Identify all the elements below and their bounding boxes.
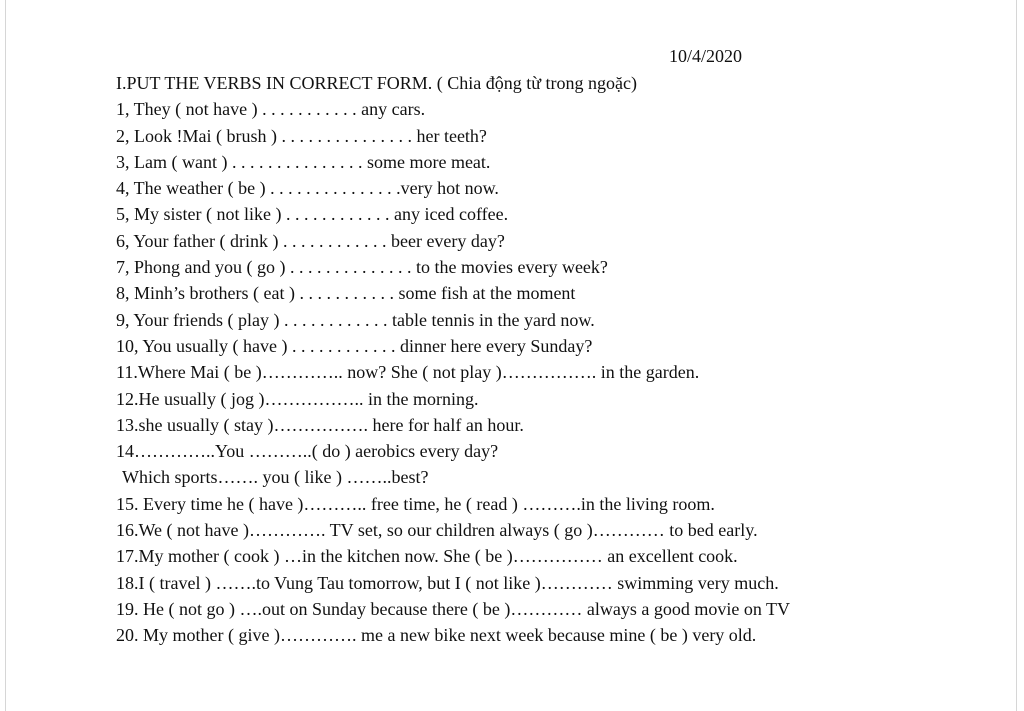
- document-page: [5, 0, 1017, 711]
- exercise-line: 5, My sister ( not like ) . . . . . . . . . . . . any iced coffee.: [116, 204, 509, 225]
- exercise-content: [116, 70, 976, 649]
- exercise-line: 10, You usually ( have ) . . . . . . . . . . . . dinner here every Sunday?: [116, 335, 593, 356]
- exercise-line: 9, Your friends ( play ) . . . . . . . . . . . . table tennis in the yard now.: [116, 309, 595, 330]
- exercise-line: 16.We ( not have )…………. TV set, so our children always ( go )………… to bed early.: [116, 520, 758, 541]
- exercise-line: 4, The weather ( be ) . . . . . . . . . . . . . . .very hot now.: [116, 178, 499, 199]
- exercise-line: 13.she usually ( stay )……………. here for half an hour.: [116, 414, 524, 435]
- exercise-line: Which sports……. you ( like ) ……..best?: [122, 467, 429, 488]
- exercise-line: 11.Where Mai ( be )………….. now? She ( not play )……………. in the garden.: [116, 362, 700, 383]
- exercise-line: 1, They ( not have ) . . . . . . . . . . . any cars.: [116, 99, 426, 120]
- exercise-line: 12.He usually ( jog )…………….. in the morning.: [116, 388, 479, 409]
- exercise-line: 15. Every time he ( have )……….. free time, he ( read ) ……….in the living room.: [116, 493, 715, 514]
- exercise-heading: I.PUT THE VERBS IN CORRECT FORM. ( Chia động từ trong ngoặc): [116, 73, 637, 93]
- exercise-line: 14…………..You ………..( do ) aerobics every day?: [116, 441, 499, 462]
- exercise-list: [116, 96, 976, 648]
- exercise-line: 3, Lam ( want ) . . . . . . . . . . . . . . . some more meat.: [116, 151, 491, 172]
- exercise-line: 7, Phong and you ( go ) . . . . . . . . . . . . . . to the movies every week?: [116, 257, 608, 278]
- exercise-line: 6, Your father ( drink ) . . . . . . . . . . . . beer every day?: [116, 230, 505, 251]
- exercise-line: 8, Minh’s brothers ( eat ) . . . . . . . . . . . some fish at the moment: [116, 283, 576, 304]
- exercise-line: 2, Look !Mai ( brush ) . . . . . . . . . . . . . . . her teeth?: [116, 125, 487, 146]
- exercise-line: 18.I ( travel ) …….to Vung Tau tomorrow, but I ( not like )………… swimming very much.: [116, 572, 779, 593]
- document-date: 10/4/2020: [669, 46, 743, 66]
- exercise-line: 17.My mother ( cook ) …in the kitchen now. She ( be )…………… an excellent cook.: [116, 546, 738, 567]
- exercise-line: 19. He ( not go ) ….out on Sunday because there ( be )………… always a good movie on TV: [116, 598, 791, 619]
- exercise-line: 20. My mother ( give )…………. me a new bike next week because mine ( be ) very old.: [116, 625, 757, 646]
